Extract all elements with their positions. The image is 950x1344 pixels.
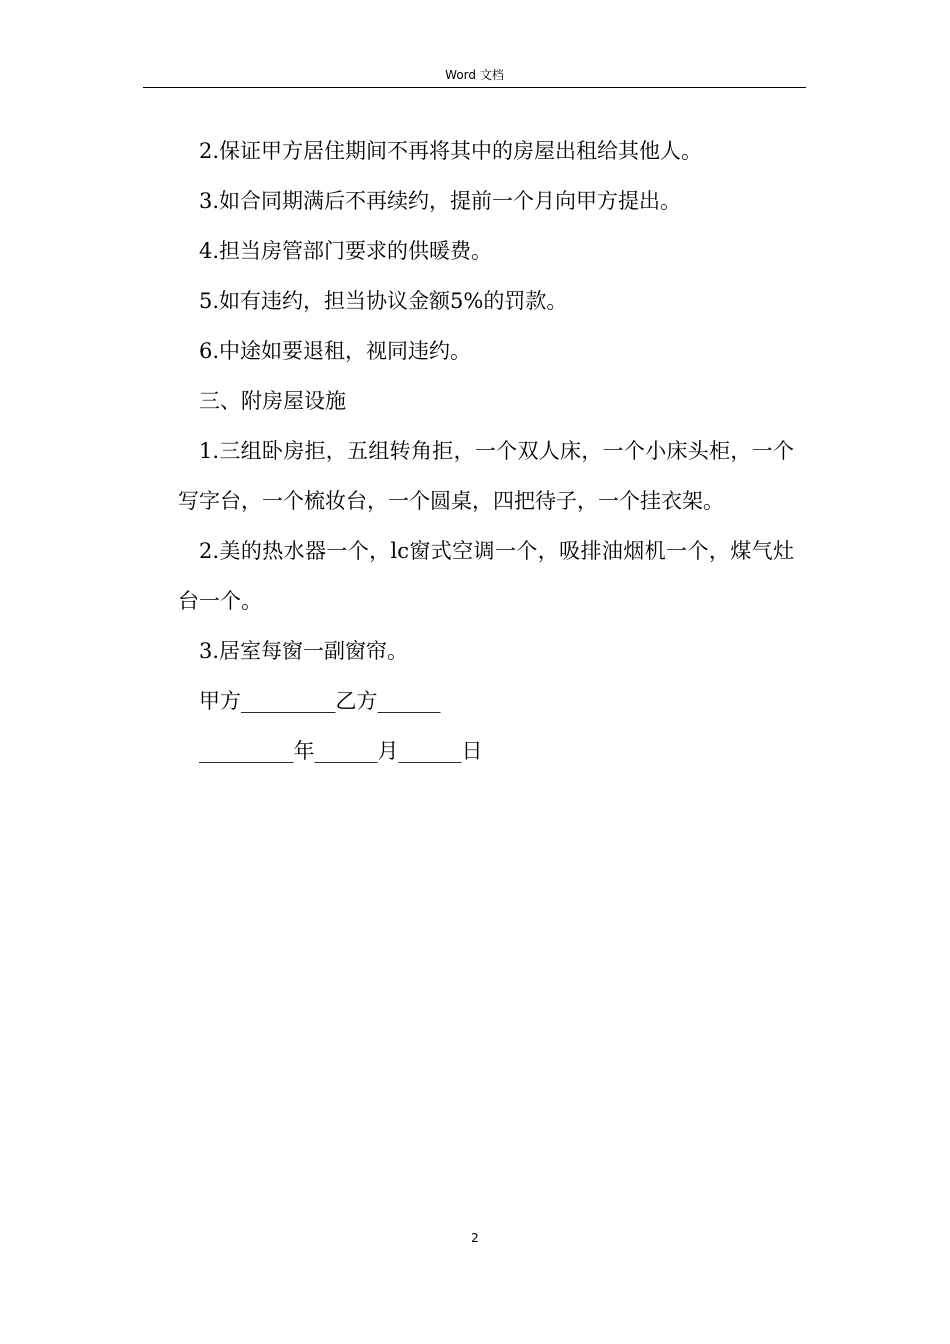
paragraph: 6.中途如要退租，视同违约。	[199, 339, 472, 363]
page-number: 2	[471, 1231, 479, 1245]
paragraph: 5.如有违约，担当协议金额5%的罚款。	[199, 289, 568, 313]
paragraph: 2.美的热水器一个，lc窗式空调一个，吸排油烟机一个，煤气灶台一个。	[178, 539, 794, 613]
document-body	[178, 126, 794, 776]
paragraph: 1.三组卧房拒，五组转角拒，一个双人床，一个小床头柜，一个写字台，一个梳妆台，一个圆桌，四把待子，一个挂衣架。	[178, 439, 794, 513]
date-line: _________年______月______日	[199, 739, 483, 763]
signature-line: 甲方_________乙方______	[199, 689, 441, 713]
paragraph: 3.如合同期满后不再续约，提前一个月向甲方提出。	[199, 189, 682, 213]
paragraph: 3.居室每窗一副窗帘。	[199, 639, 409, 663]
paragraph: 4.担当房管部门要求的供暖费。	[199, 239, 493, 263]
header-divider	[143, 87, 806, 88]
section-heading: 三、附房屋设施	[199, 389, 346, 413]
paragraph: 2.保证甲方居住期间不再将其中的房屋出租给其他人。	[199, 139, 703, 163]
page-header: Word 文档	[445, 68, 504, 82]
